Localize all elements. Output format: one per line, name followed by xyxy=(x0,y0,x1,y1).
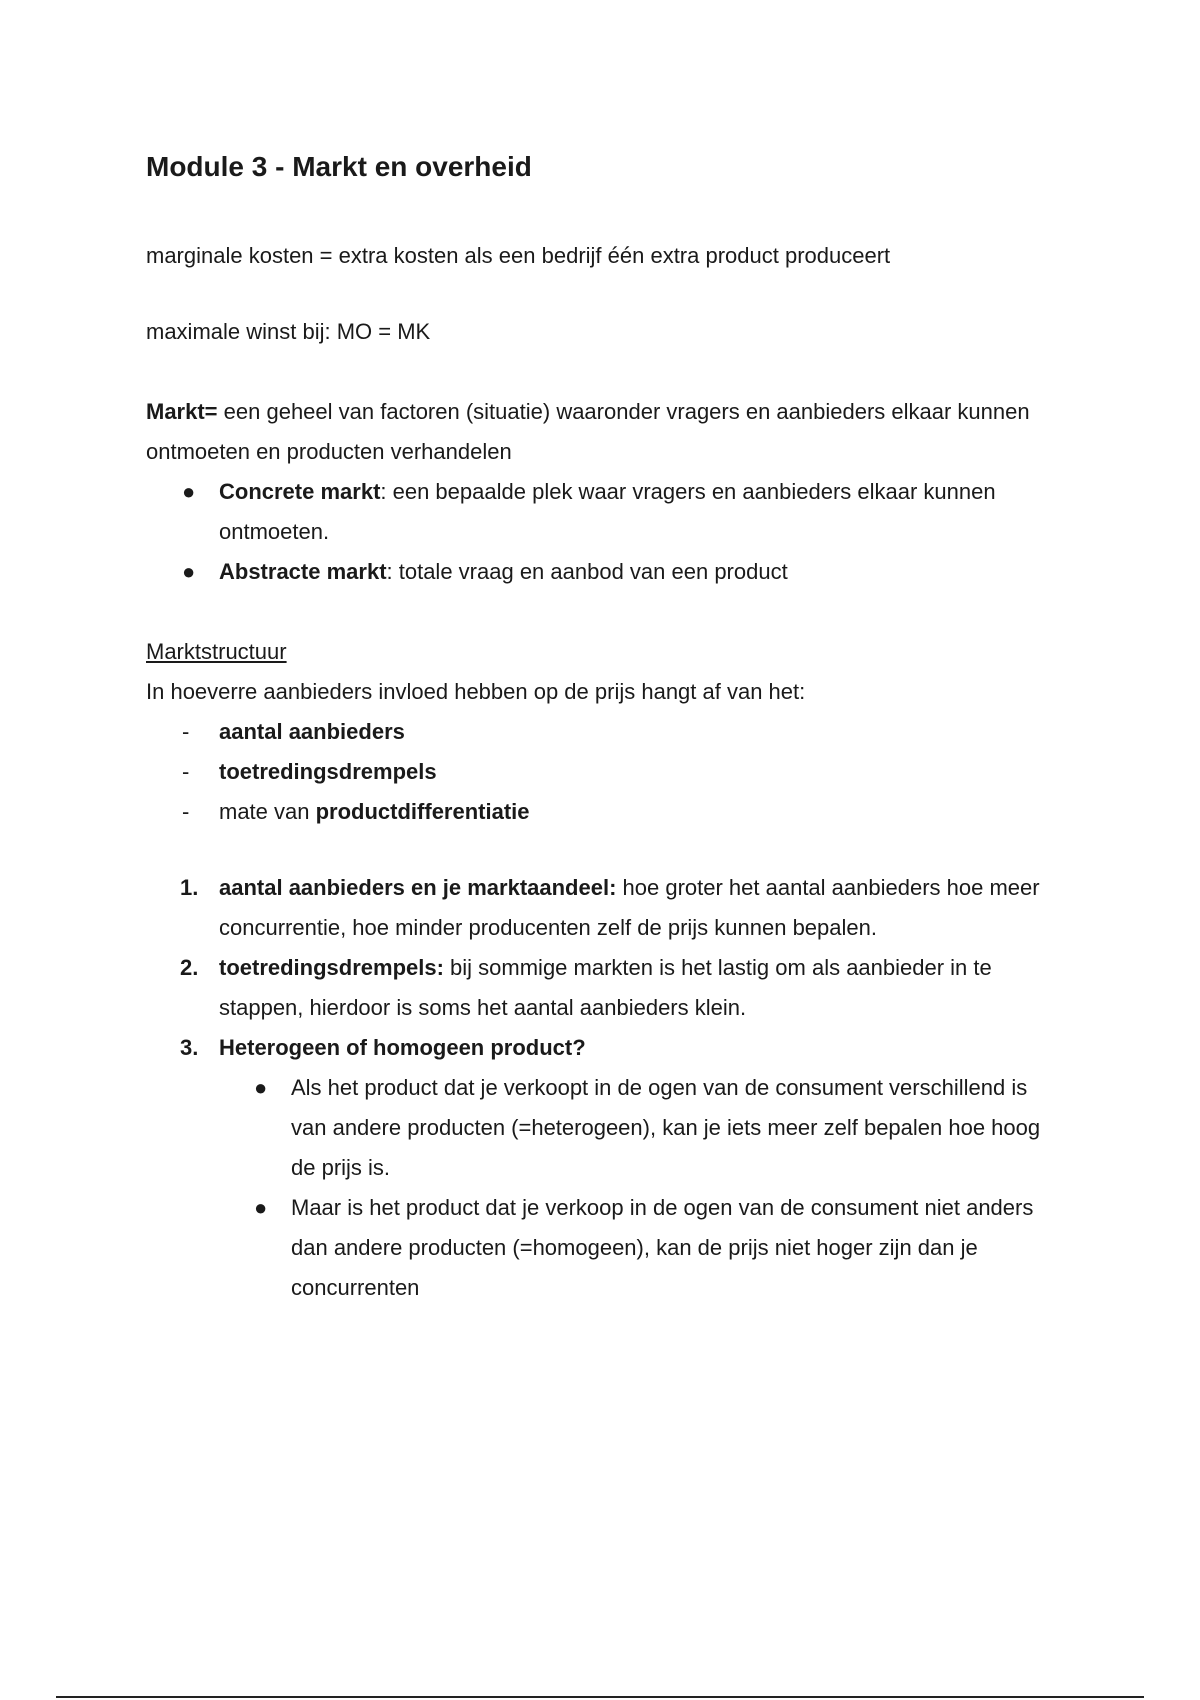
section-intro: In hoeverre aanbieders invloed hebben op de prijs hangt af van het: xyxy=(146,679,806,704)
sub-bullet-list xyxy=(146,1068,1066,1308)
item-number: 1. xyxy=(180,875,199,900)
dash-item-bold: toetredingsdrempels xyxy=(219,759,437,784)
markt-definition-text: een geheel van factoren (situatie) waaronder vragers en aanbieders elkaar kunnen ontmoeten en producten verhandelen xyxy=(146,399,1030,464)
bullet-text: : een bepaalde plek waar vragers en aanbieders elkaar kunnen ontmoeten. xyxy=(219,479,996,544)
list-item xyxy=(146,472,1066,552)
list-item xyxy=(146,1188,1066,1308)
section-heading: Marktstructuur xyxy=(146,639,287,664)
list-item xyxy=(146,752,1066,792)
bullet-icon: ● xyxy=(182,479,196,504)
dash-item-bold: aantal aanbieders xyxy=(219,719,405,744)
markt-definition xyxy=(146,392,1066,472)
bullet-icon: ● xyxy=(182,559,196,584)
dash-icon: - xyxy=(182,759,190,784)
item-bold: toetredingsdrempels: xyxy=(219,955,444,980)
item-text: bij sommige markten is het lastig om als aanbieder in te stappen, hierdoor is soms het aantal aanbieders klein. xyxy=(219,955,992,1020)
dash-list xyxy=(146,712,1066,832)
numbered-item xyxy=(146,1028,1066,1308)
bullet-term: Concrete markt xyxy=(219,479,381,504)
list-item xyxy=(146,792,1066,832)
numbered-item xyxy=(146,868,1066,948)
dash-icon: - xyxy=(182,799,190,824)
bullet-text: : totale vraag en aanbod van een product xyxy=(386,559,788,584)
marginal-cost-definition: marginale kosten = extra kosten als een bedrijf één extra product produceert xyxy=(146,243,891,268)
dash-item-text: mate van xyxy=(219,799,316,824)
numbered-section xyxy=(146,868,1066,1308)
item-number: 2. xyxy=(180,955,199,980)
max-profit-rule: maximale winst bij: MO = MK xyxy=(146,319,431,344)
page-divider xyxy=(56,1696,1144,1698)
marktstructuur-section xyxy=(146,632,1066,832)
list-item xyxy=(146,1068,1066,1188)
bullet-term: Abstracte markt xyxy=(219,559,387,584)
bullet-icon: ● xyxy=(254,1195,268,1220)
dash-item-bold: productdifferentiatie xyxy=(315,799,530,824)
markt-bullet-list xyxy=(146,472,1066,592)
dash-icon: - xyxy=(182,719,190,744)
markt-term: Markt= xyxy=(146,399,218,424)
list-item xyxy=(146,712,1066,752)
sub-bullet-text: Maar is het product dat je verkoop in de ogen van de consument niet anders dan andere producten (=homogeen), kan de prijs niet hoger zijn dan je concurrenten xyxy=(291,1195,1034,1300)
list-item xyxy=(146,552,1066,592)
numbered-list xyxy=(146,868,1066,1308)
item-bold: Heterogeen of homogeen product? xyxy=(219,1035,586,1060)
item-number: 3. xyxy=(180,1035,199,1060)
item-text: hoe groter het aantal aanbieders hoe meer concurrentie, hoe minder producenten zelf de prijs kunnen bepalen. xyxy=(219,875,1040,940)
page-title: Module 3 - Markt en overheid xyxy=(146,151,532,182)
sub-bullet-text: Als het product dat je verkoopt in de ogen van de consument verschillend is van andere producten (=heterogeen), kan je iets meer zelf bepalen hoe hoog de prijs is. xyxy=(291,1075,1041,1180)
item-bold: aantal aanbieders en je marktaandeel: xyxy=(219,875,617,900)
markt-section xyxy=(146,392,1066,592)
bullet-icon: ● xyxy=(254,1075,268,1100)
numbered-item xyxy=(146,948,1066,1028)
